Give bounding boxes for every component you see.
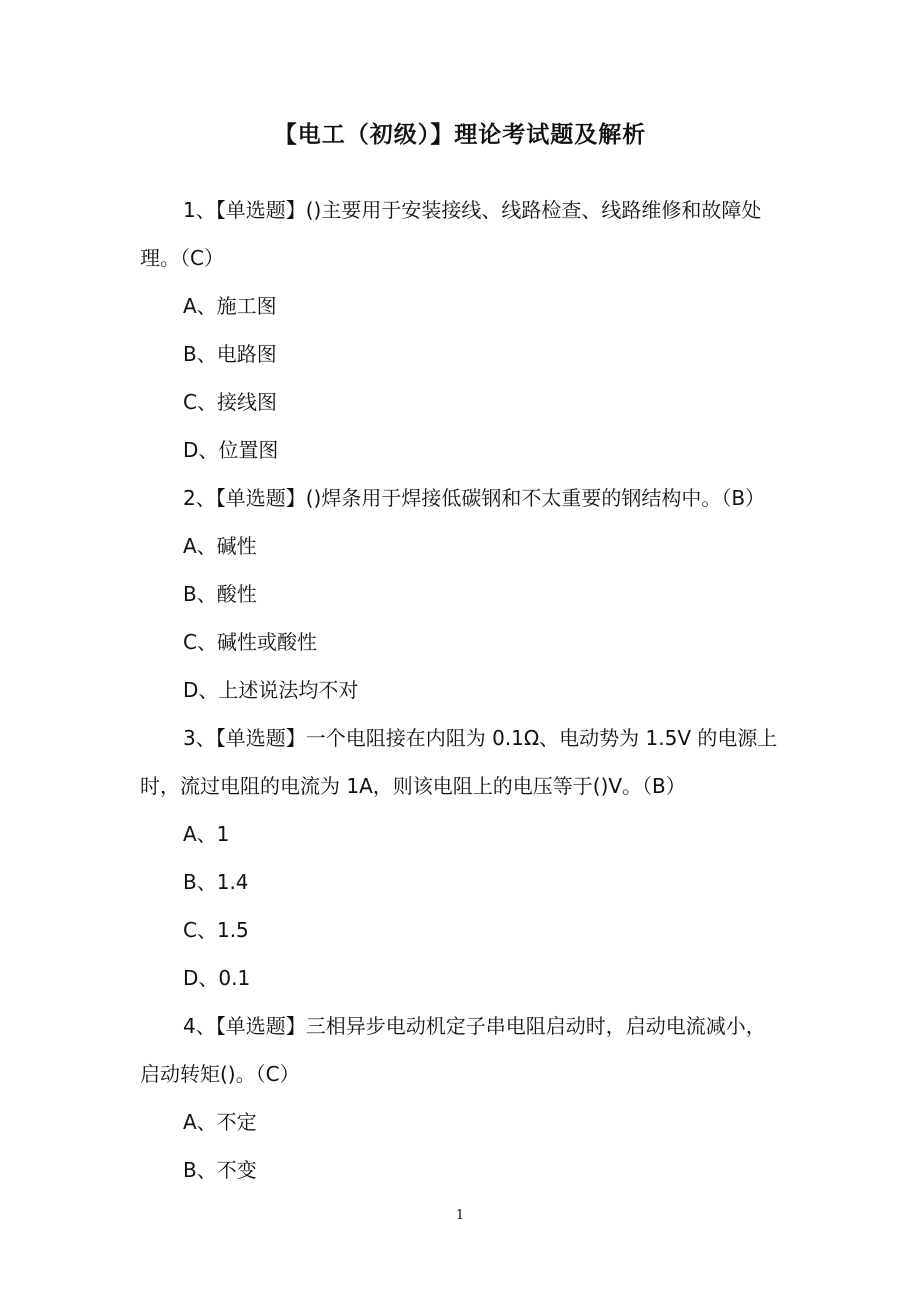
document-body	[140, 186, 785, 1194]
question-2-option-a: A、碱性	[183, 534, 257, 558]
question-4-option-a: A、不定	[183, 1110, 257, 1134]
question-4-option-b: B、不变	[183, 1158, 257, 1182]
question-3-text: 3、【单选题】一个电阻接在内阻为 0.1Ω、电动势为 1.5V 的电源上时，流过电阻的电流为 1A，则该电阻上的电压等于()V。（B）	[140, 726, 778, 798]
page-number: 1	[455, 1208, 465, 1223]
question-1-option-a: A、施工图	[183, 294, 277, 318]
question-2-option-d: D、上述说法均不对	[183, 678, 359, 702]
question-3-option-d: D、0.1	[183, 966, 251, 990]
document-title: 【电工（初级）】理论考试题及解析	[273, 122, 647, 148]
question-3-option-c: C、1.5	[183, 918, 249, 942]
question-1-option-c: C、接线图	[183, 390, 277, 414]
question-2-option-b: B、酸性	[183, 582, 257, 606]
question-2-text: 2、【单选题】()焊条用于焊接低碳钢和不太重要的钢结构中。（B）	[183, 486, 766, 510]
question-3-option-b: B、1.4	[183, 870, 249, 894]
question-3-option-a: A、1	[183, 822, 230, 846]
question-1-option-b: B、电路图	[183, 342, 277, 366]
question-1-option-d: D、位置图	[183, 438, 279, 462]
question-2-option-c: C、碱性或酸性	[183, 630, 317, 654]
question-4-text: 4、【单选题】三相异步电动机定子串电阻启动时，启动电流减小，启动转矩()。（C）	[140, 1014, 766, 1086]
question-1-text: 1、【单选题】()主要用于安装接线、线路检查、线路维修和故障处理。（C）	[140, 198, 762, 270]
